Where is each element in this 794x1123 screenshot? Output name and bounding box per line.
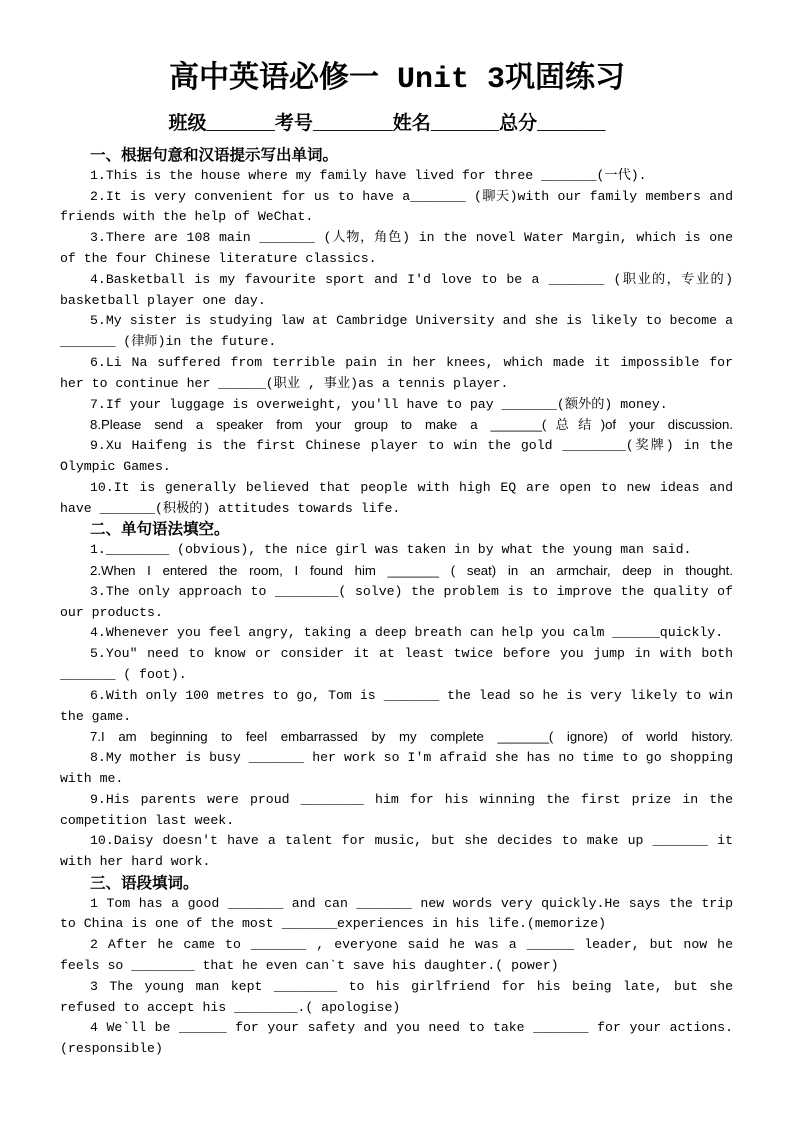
question-item: 2.When I entered the room, I found him _______ ( seat) in an armchair, deep in thought. — [90, 562, 733, 578]
question-item: 5.My sister is studying law at Cambridge University and she is likely to become a _______ (律师)in the future. — [60, 313, 733, 350]
question-item: 1.________ (obvious), the nice girl was taken in by what the young man said. — [90, 542, 692, 558]
question-item: 10.Daisy doesn't have a talent for music, but she decides to make up _______ it with her hard work. — [60, 833, 733, 870]
question-item: 1.This is the house where my family have lived for three _______(一代). — [90, 167, 647, 183]
question-item: 1 Tom has a good _______ and can _______ new words very quickly.He says the trip to China is one of the most _______experiences in his life.(memorize) — [60, 895, 733, 932]
question-item: 4 We`ll be ______ for your safety and you need to take _______ for your actions.(responsible) — [60, 1020, 733, 1057]
question-item: 2 After he came to _______ , everyone said he was a ______ leader, but now he feels so ________ that he even can`t save his daughter.( power) — [60, 937, 733, 974]
question-item: 4.Basketball is my favourite sport and I'd love to be a _______ (职业的，专业的) basketball player one day. — [60, 271, 733, 308]
question-item: 8.Please send a speaker from your group to make a _______(总结)of your discussion. — [90, 417, 733, 433]
section-heading: 一、根据句意和汉语提示写出单词。 — [90, 146, 339, 164]
question-item: 9.Xu Haifeng is the first Chinese player to win the gold ________(奖牌) in the Olympic Games. — [60, 438, 733, 474]
section-heading: 三、语段填词。 — [90, 873, 199, 892]
question-item: 8.My mother is busy _______ her work so I'm afraid she has no time to go shopping with me. — [60, 750, 733, 786]
page-title: 高中英语必修一 Unit 3巩固练习 — [168, 63, 626, 97]
question-item: 6.Li Na suffered from terrible pain in her knees, which made it impossible for her to continue her ______(职业 , 事业)as a tennis player. — [60, 354, 733, 391]
section-heading: 二、单句语法填空。 — [90, 520, 230, 539]
question-item: 10.It is generally believed that people with high EQ are open to new ideas and have _______(积极的) attitudes towards life. — [60, 479, 733, 516]
question-item: 2.It is very convenient for us to have a_______ (聊天)with our family members and friends with the help of WeChat. — [60, 188, 733, 225]
question-item: 5.You" need to know or consider it at least twice before you jump in with both _______ ( foot). — [60, 646, 733, 682]
question-item: 4.Whenever you feel angry, taking a deep breath can help you calm ______quickly. — [90, 625, 724, 641]
student-info-line: 班级______考号_______姓名______总分______ — [168, 113, 606, 135]
question-item: 3.The only approach to ________( solve) the problem is to improve the quality of our products. — [60, 583, 733, 620]
worksheet-body — [60, 145, 733, 1060]
question-item: 7.If your luggage is overweight, you'll have to pay _______(额外的) money. — [90, 396, 668, 412]
question-item: 3 The young man kept ________ to his girlfriend for his being late, but she refused to accept his ________.( apologise) — [60, 978, 733, 1015]
question-item: 7.I am beginning to feel embarrassed by my complete _______( ignore) of world history. — [90, 729, 733, 745]
question-item: 6.With only 100 metres to go, Tom is _______ the lead so he is very likely to win the game. — [60, 687, 733, 724]
question-item: 9.His parents were proud ________ him for his winning the first prize in the competition last week. — [60, 791, 733, 828]
question-item: 3.There are 108 main _______ (人物，角色) in the novel Water Margin, which is one of the four Chinese literature classics. — [60, 230, 733, 266]
